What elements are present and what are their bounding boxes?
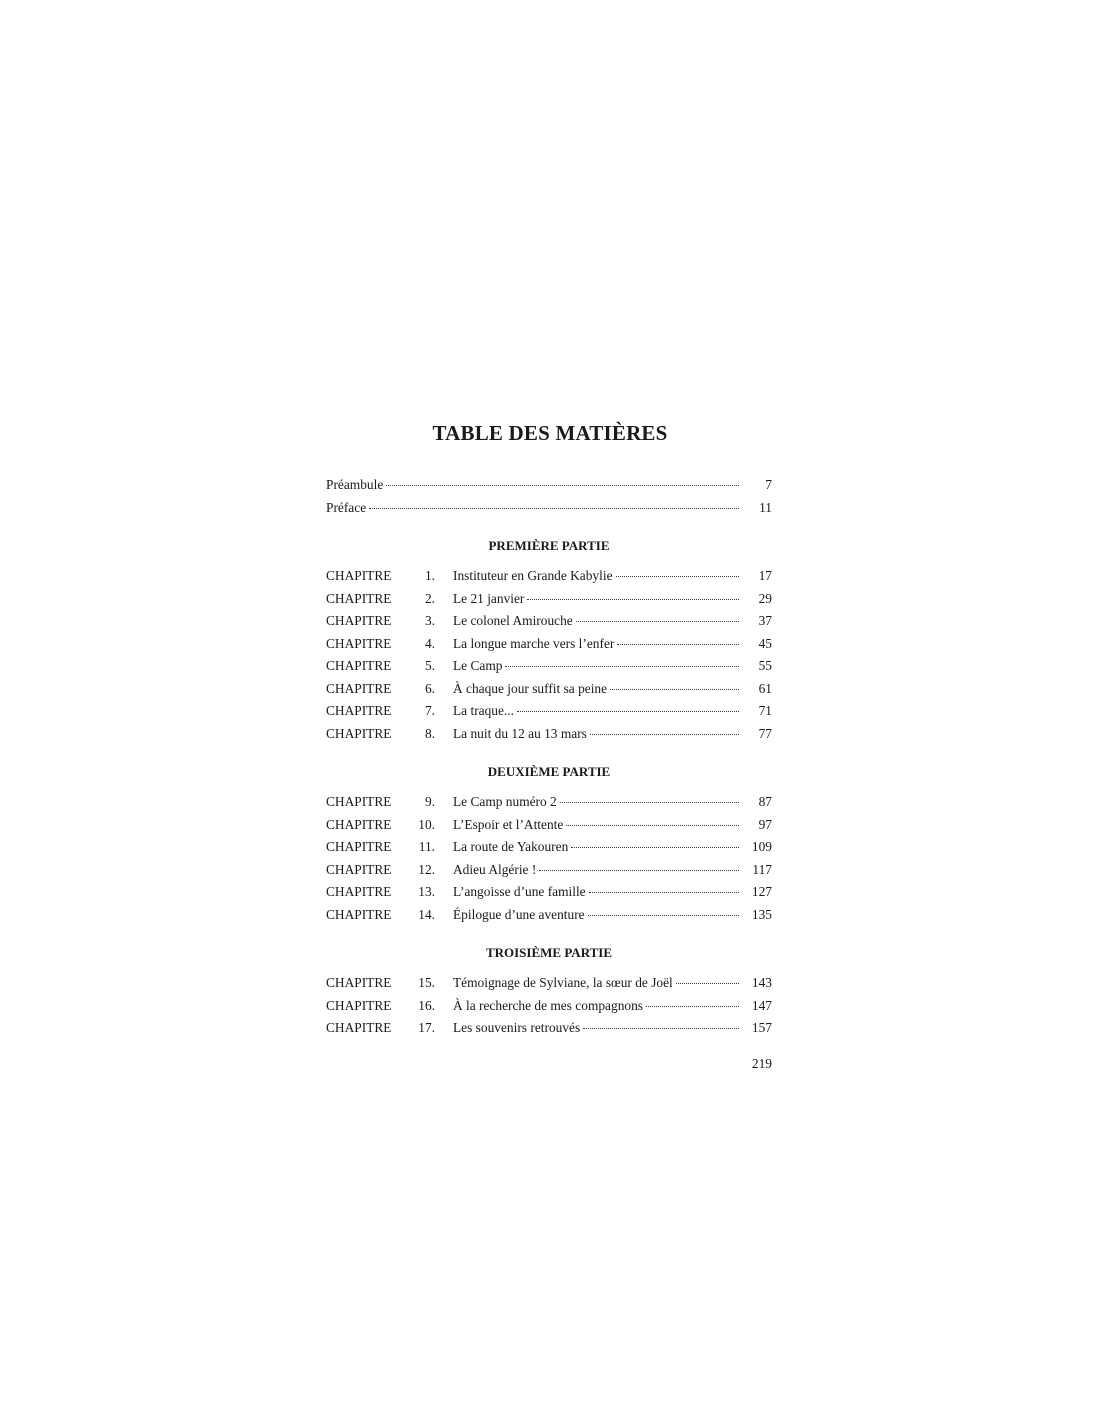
chapter-number: 15. <box>418 975 435 990</box>
chapter-number: 16. <box>418 997 435 1013</box>
entry-title: Le Camp <box>453 658 503 673</box>
entry-page-number: 71 <box>758 703 772 718</box>
entry-page-number: 37 <box>758 613 772 628</box>
toc-entry-chapter-3[interactable] <box>326 610 772 633</box>
chapter-number: 9. <box>424 794 435 809</box>
toc-entry-chapter-12[interactable] <box>326 859 772 882</box>
chapter-label: CHAPITRE <box>326 725 392 741</box>
chapter-number: 11. <box>418 839 435 854</box>
entry-page-number: 143 <box>751 975 772 990</box>
chapter-label: CHAPITRE <box>326 975 392 990</box>
toc-entry-chapter-2[interactable] <box>326 588 772 611</box>
toc-entry-chapter-4[interactable] <box>326 633 772 656</box>
entry-page-number: 97 <box>758 816 772 832</box>
dot-leader <box>589 891 739 893</box>
chapter-label: CHAPITRE <box>326 613 392 628</box>
entry-page-number: 157 <box>751 1020 772 1035</box>
toc-entry-chapter-10[interactable] <box>326 814 772 837</box>
dot-leader <box>539 869 739 871</box>
dot-leader <box>616 575 739 577</box>
part-heading-2: DEUXIÈME PARTIE <box>487 764 611 779</box>
entry-title: Le Camp numéro 2 <box>453 794 557 809</box>
toc-entry-chapter-16[interactable] <box>326 995 772 1018</box>
chapter-label: CHAPITRE <box>326 1020 392 1035</box>
page-folio: 219 <box>751 1056 772 1071</box>
dot-leader <box>676 982 739 984</box>
chapter-number: 8. <box>424 725 435 741</box>
entry-title: La nuit du 12 au 13 mars <box>453 725 587 741</box>
entry-title: Adieu Algérie ! <box>453 861 537 877</box>
chapter-number: 2. <box>424 590 435 606</box>
chapter-number: 10. <box>418 816 435 832</box>
dot-leader <box>571 846 739 848</box>
entry-page-number: 109 <box>751 839 772 854</box>
chapter-label: CHAPITRE <box>326 568 392 583</box>
dot-leader <box>617 643 739 645</box>
entry-page-number: 127 <box>751 884 772 899</box>
entry-title: La traque... <box>453 703 514 718</box>
entry-title: À chaque jour suffit sa peine <box>453 680 608 696</box>
toc-entry-chapter-14[interactable] <box>326 904 772 927</box>
chapter-number: 17. <box>418 1020 435 1035</box>
entry-page-number: 29 <box>758 590 772 606</box>
entry-title: La longue marche vers l’enfer <box>453 635 615 651</box>
toc-entry-chapter-5[interactable] <box>326 655 772 678</box>
dot-leader <box>369 507 739 509</box>
part-heading-1: PREMIÈRE PARTIE <box>488 538 610 553</box>
dot-leader <box>386 484 739 486</box>
chapter-number: 1. <box>424 568 435 583</box>
toc-entry-chapter-8[interactable] <box>326 723 772 746</box>
chapter-label: CHAPITRE <box>326 839 392 854</box>
table-of-contents <box>326 474 772 1040</box>
toc-entry-chapter-9[interactable] <box>326 791 772 814</box>
chapter-label: CHAPITRE <box>326 658 392 673</box>
toc-entry-chapter-15[interactable] <box>326 972 772 995</box>
entry-title: Épilogue d’une aventure <box>453 906 585 922</box>
entry-title: La route de Yakouren <box>453 839 569 854</box>
dot-leader <box>588 914 739 916</box>
entry-page-number: 11 <box>759 499 772 515</box>
entry-title: Témoignage de Sylviane, la sœur de Joël <box>453 975 673 990</box>
dot-leader <box>583 1027 739 1029</box>
chapter-label: CHAPITRE <box>326 997 392 1013</box>
dot-leader <box>527 598 739 600</box>
chapter-label: CHAPITRE <box>326 794 392 809</box>
toc-entry-chapter-17[interactable] <box>326 1017 772 1040</box>
chapter-number: 14. <box>418 906 435 922</box>
entry-page-number: 17 <box>758 568 772 583</box>
entry-page-number: 7 <box>765 477 772 492</box>
dot-leader <box>646 1005 739 1007</box>
chapter-number: 12. <box>418 861 435 877</box>
chapter-number: 6. <box>424 680 435 696</box>
chapter-label: CHAPITRE <box>326 635 392 651</box>
dot-leader <box>517 710 739 712</box>
part-heading-3: TROISIÈME PARTIE <box>485 945 613 960</box>
entry-title: Le 21 janvier <box>453 590 525 606</box>
chapter-label: CHAPITRE <box>326 884 392 899</box>
entry-title: L’angoisse d’une famille <box>453 884 586 899</box>
dot-leader <box>590 733 739 735</box>
toc-entry-preface[interactable] <box>326 497 772 520</box>
chapter-label: CHAPITRE <box>326 703 392 718</box>
entry-page-number: 147 <box>751 997 772 1013</box>
entry-title: Le colonel Amirouche <box>453 613 573 628</box>
entry-page-number: 55 <box>758 658 772 673</box>
entry-page-number: 135 <box>751 906 772 922</box>
entry-page-number: 87 <box>758 794 772 809</box>
toc-entry-chapter-11[interactable] <box>326 836 772 859</box>
page-title: TABLE DES MATIÈRES <box>432 421 668 445</box>
chapter-label: CHAPITRE <box>326 680 392 696</box>
entry-title: Instituteur en Grande Kabylie <box>453 568 613 583</box>
toc-entry-chapter-13[interactable] <box>326 881 772 904</box>
chapter-number: 3. <box>424 613 435 628</box>
chapter-number: 4. <box>424 635 435 651</box>
dot-leader <box>610 688 739 690</box>
dot-leader <box>566 824 739 826</box>
dot-leader <box>505 665 739 667</box>
dot-leader <box>576 620 739 622</box>
chapter-number: 13. <box>418 884 435 899</box>
toc-entry-preambule[interactable] <box>326 474 772 497</box>
dot-leader <box>560 801 739 803</box>
chapter-number: 5. <box>424 658 435 673</box>
entry-page-number: 77 <box>758 725 772 741</box>
entry-page-number: 45 <box>758 635 772 651</box>
toc-entry-chapter-7[interactable] <box>326 700 772 723</box>
entry-page-number: 117 <box>752 861 772 877</box>
chapter-number: 7. <box>424 703 435 718</box>
chapter-label: CHAPITRE <box>326 590 392 606</box>
toc-entry-chapter-1[interactable] <box>326 565 772 588</box>
chapter-label: CHAPITRE <box>326 906 392 922</box>
toc-entry-chapter-6[interactable] <box>326 678 772 701</box>
chapter-label: CHAPITRE <box>326 816 392 832</box>
entry-page-number: 61 <box>758 680 772 696</box>
entry-title: À la recherche de mes compagnons <box>453 997 643 1013</box>
chapter-label: CHAPITRE <box>326 861 392 877</box>
entry-title: L’Espoir et l’Attente <box>453 816 564 832</box>
entry-title: Préambule <box>326 477 384 492</box>
entry-title: Les souvenirs retrouvés <box>453 1020 581 1035</box>
entry-title: Préface <box>326 499 367 515</box>
